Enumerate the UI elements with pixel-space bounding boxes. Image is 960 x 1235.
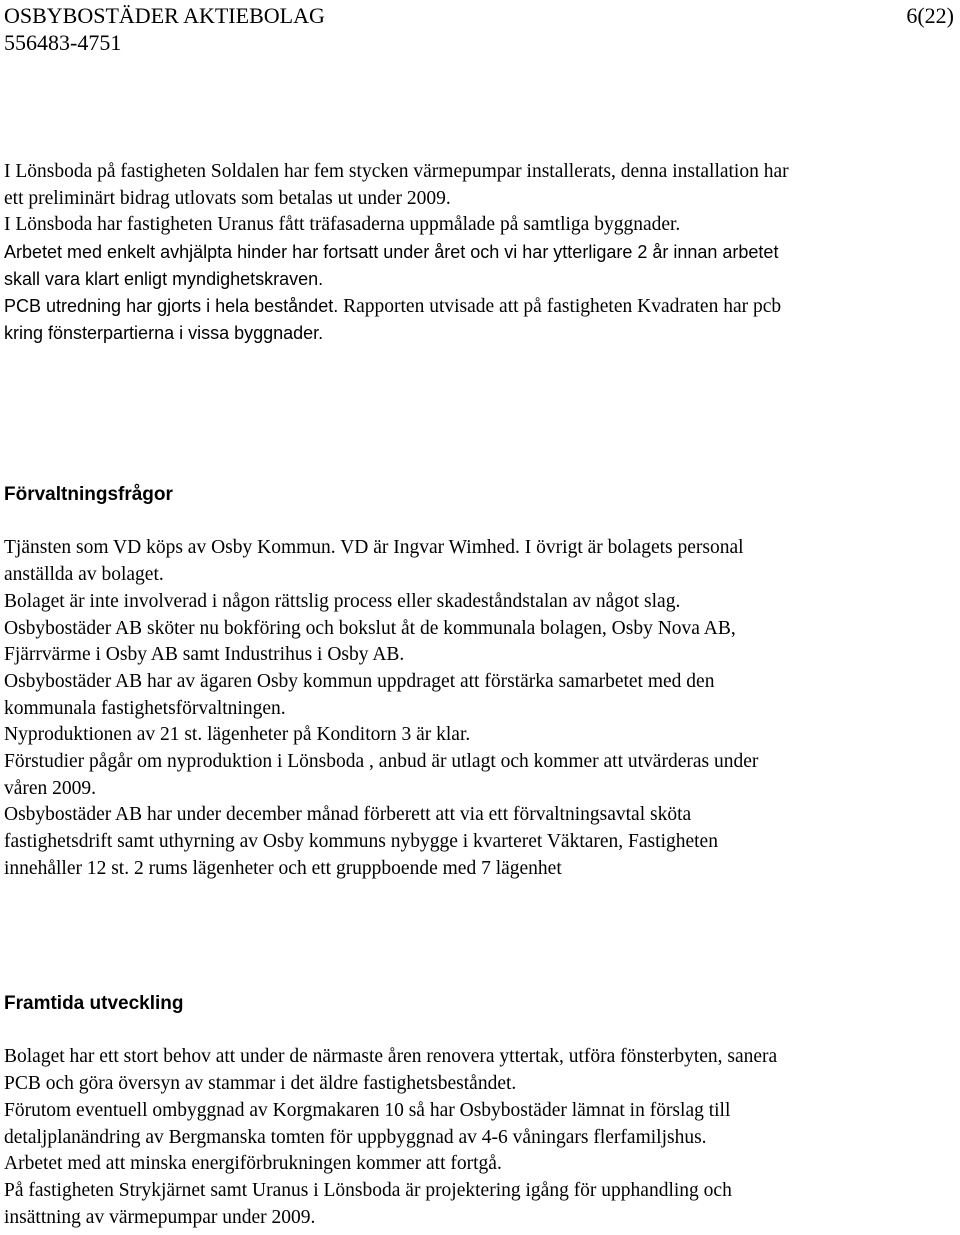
pcb-sentence: PCB utredning har gjorts i hela beståndet. [4, 295, 339, 316]
paragraph-line: detaljplanändring av Bergmanska tomten för uppbyggnad av 4-6 våningars flerfamiljshus. [4, 1126, 707, 1148]
paragraph-line: Nyproduktionen av 21 st. lägenheter på Konditorn 3 är klar. [4, 724, 471, 746]
paragraph-line: Osbybostäder AB har under december månad förberett att via ett förvaltningsavtal sköta [4, 804, 692, 826]
section-property-work [4, 159, 954, 347]
paragraph-line: Förutom eventuell ombyggnad av Korgmakaren 10 så har Osbybostäder lämnat in förslag till [4, 1099, 731, 1121]
paragraph-line: Tjänsten som VD köps av Osby Kommun. VD är Ingvar Wimhed. I övrigt är bolagets personal [4, 537, 744, 559]
paragraph-line: Förstudier pågår om nyproduktion i Lönsboda , anbud är utlagt och kommer att utvärderas under [4, 751, 759, 773]
paragraph-line: Bolaget har ett stort behov att under de närmaste åren renovera yttertak, utföra fönsterbyten, sanera [4, 1046, 778, 1068]
paragraph-line: insättning av värmepumpar under 2009. [4, 1206, 316, 1228]
spacer [4, 509, 954, 536]
paragraph-line: anställda av bolaget. [4, 564, 164, 586]
paragraph-line: kring fönsterpartierna i vissa byggnader. [4, 323, 324, 344]
paragraph-line: kommunala fastighetsförvaltningen. [4, 697, 286, 719]
paragraph-line [4, 293, 954, 321]
paragraph-line: skall vara klart enligt myndighetskraven. [4, 268, 324, 289]
page-number: 6(22) [906, 3, 954, 28]
paragraph-line: Arbetet med att minska energiförbrukningen kommer att fortgå. [4, 1153, 502, 1175]
section-future-development [4, 991, 954, 1231]
spacer [4, 1018, 954, 1045]
org-number: 556483-4751 [4, 30, 122, 55]
section-administration [4, 482, 954, 883]
header-row [4, 2, 954, 29]
paragraph-line: Osbybostäder AB sköter nu bokföring och bokslut åt de kommunala bolagen, Osby Nova AB, [4, 617, 736, 639]
report-sentence: Rapporten utvisade att på fastigheten Kvadraten har pcb [343, 295, 782, 317]
paragraph-line: fastighetsdrift samt uthyrning av Osby kommuns nybygge i kvarteret Väktaren, Fastigheten [4, 831, 718, 853]
paragraph-line: Osbybostäder AB har av ägaren Osby kommun uppdraget att förstärka samarbetet med den [4, 670, 715, 692]
page-header [4, 2, 954, 56]
paragraph-line: Bolaget är inte involverad i någon rättslig process eller skadeståndstalan av något slag. [4, 590, 681, 612]
paragraph-line: PCB och göra översyn av stammar i det äldre fastighetsbeståndet. [4, 1073, 517, 1095]
paragraph-line: I Lönsboda på fastigheten Soldalen har fem stycken värmepumpar installerats, denna installation har [4, 161, 789, 182]
section-heading: Framtida utveckling [4, 993, 184, 1014]
company-name: OSBYBOSTÄDER AKTIEBOLAG [4, 3, 325, 28]
section-heading: Förvaltningsfrågor [4, 484, 173, 505]
paragraph-line: innehåller 12 st. 2 rums lägenheter och ett gruppboende med 7 lägenhet [4, 857, 562, 879]
paragraph-line: ett preliminärt bidrag utlovats som betalas ut under 2009. [4, 187, 451, 209]
paragraph-line: Fjärrvärme i Osby AB samt Industrihus i Osby AB. [4, 644, 405, 666]
paragraph-line: Arbetet med enkelt avhjälpta hinder har fortsatt under året och vi har ytterligare 2 år innan arbetet [4, 242, 779, 263]
paragraph-line: På fastigheten Strykjärnet samt Uranus i Lönsboda är projektering igång för upphandling och [4, 1179, 732, 1201]
paragraph-line: våren 2009. [4, 777, 97, 799]
paragraph-line: I Lönsboda har fastigheten Uranus fått träfasaderna uppmålade på samtliga byggnader. [4, 214, 681, 236]
